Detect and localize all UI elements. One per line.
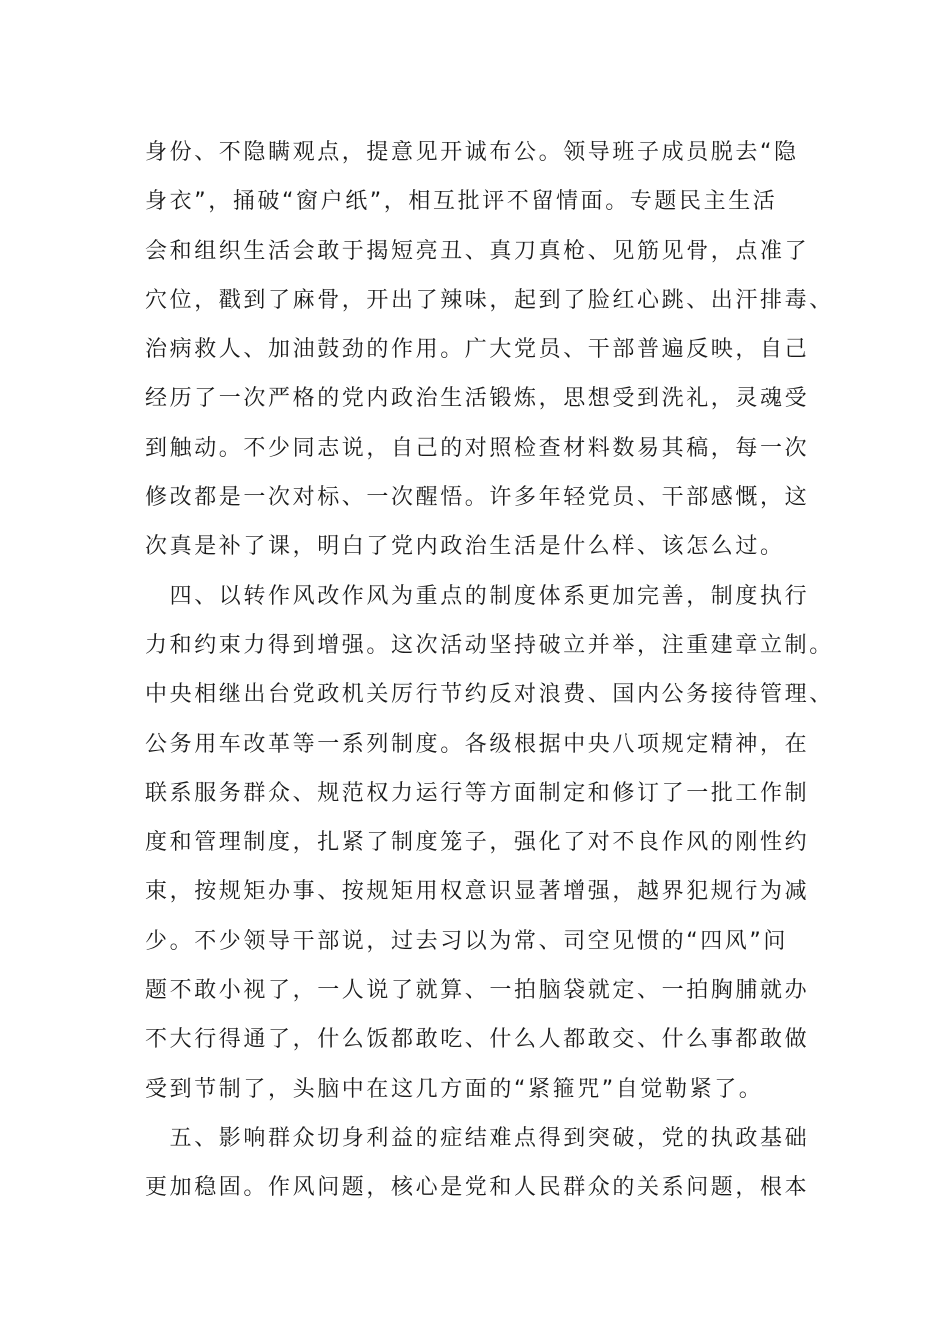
paragraph-start-line: 四、以转作风改作风为重点的制度体系更加完善，制度执行 [145, 583, 810, 609]
text-line: 修改都是一次对标、一次醒悟。许多年轻党员、干部感慨，这 [145, 485, 810, 511]
text-line: 受到节制了，头脑中在这几方面的“紧箍咒”自觉勒紧了。 [145, 1076, 764, 1102]
text-line: 到触动。不少同志说，自己的对照检查材料数易其稿，每一次 [145, 435, 810, 461]
text-line: 次真是补了课，明白了党内政治生活是什么样、该怎么过。 [145, 534, 785, 560]
text-line: 束，按规矩办事、按规矩用权意识显著增强，越界犯规行为减 [145, 879, 810, 905]
document-body [145, 128, 834, 1213]
text-line: 治病救人、加油鼓劲的作用。广大党员、干部普遍反映，自己 [145, 337, 810, 363]
text-line: 度和管理制度，扎紧了制度笼子，强化了对不良作风的刚性约 [145, 830, 810, 856]
paragraph-start-line: 五、影响群众切身利益的症结难点得到突破，党的执政基础 [145, 1125, 810, 1151]
text-line: 更加稳固。作风问题，核心是党和人民群众的关系问题，根本 [145, 1175, 810, 1201]
text-line: 力和约束力得到增强。这次活动坚持破立并举，注重建章立制。 [145, 632, 834, 658]
text-line: 身份、不隐瞒观点，提意见开诚布公。领导班子成员脱去“隐 [145, 140, 799, 165]
text-line: 公务用车改革等一系列制度。各级根据中央八项规定精神，在 [145, 731, 810, 757]
text-line: 不大行得通了，什么饭都敢吃、什么人都敢交、什么事都敢做 [145, 1027, 810, 1053]
text-line: 少。不少领导干部说，过去习以为常、司空见惯的“四风”问 [145, 928, 788, 954]
text-line: 会和组织生活会敢于揭短亮丑、真刀真枪、见筋见骨，点准了 [145, 238, 810, 264]
text-line: 穴位，戳到了麻骨，开出了辣味，起到了脸红心跳、出汗排毒、 [145, 287, 834, 313]
text-line: 题不敢小视了，一人说了就算、一拍脑袋就定、一拍胸脯就办 [145, 978, 810, 1004]
text-line: 经历了一次严格的党内政治生活锻炼，思想受到洗礼，灵魂受 [145, 386, 810, 412]
text-line: 中央相继出台党政机关厉行节约反对浪费、国内公务接待管理、 [145, 682, 834, 708]
text-line: 联系服务群众、规范权力运行等方面制定和修订了一批工作制 [145, 780, 810, 806]
text-line: 身衣”，捅破“窗户纸”，相互批评不留情面。专题民主生活 [145, 189, 778, 215]
